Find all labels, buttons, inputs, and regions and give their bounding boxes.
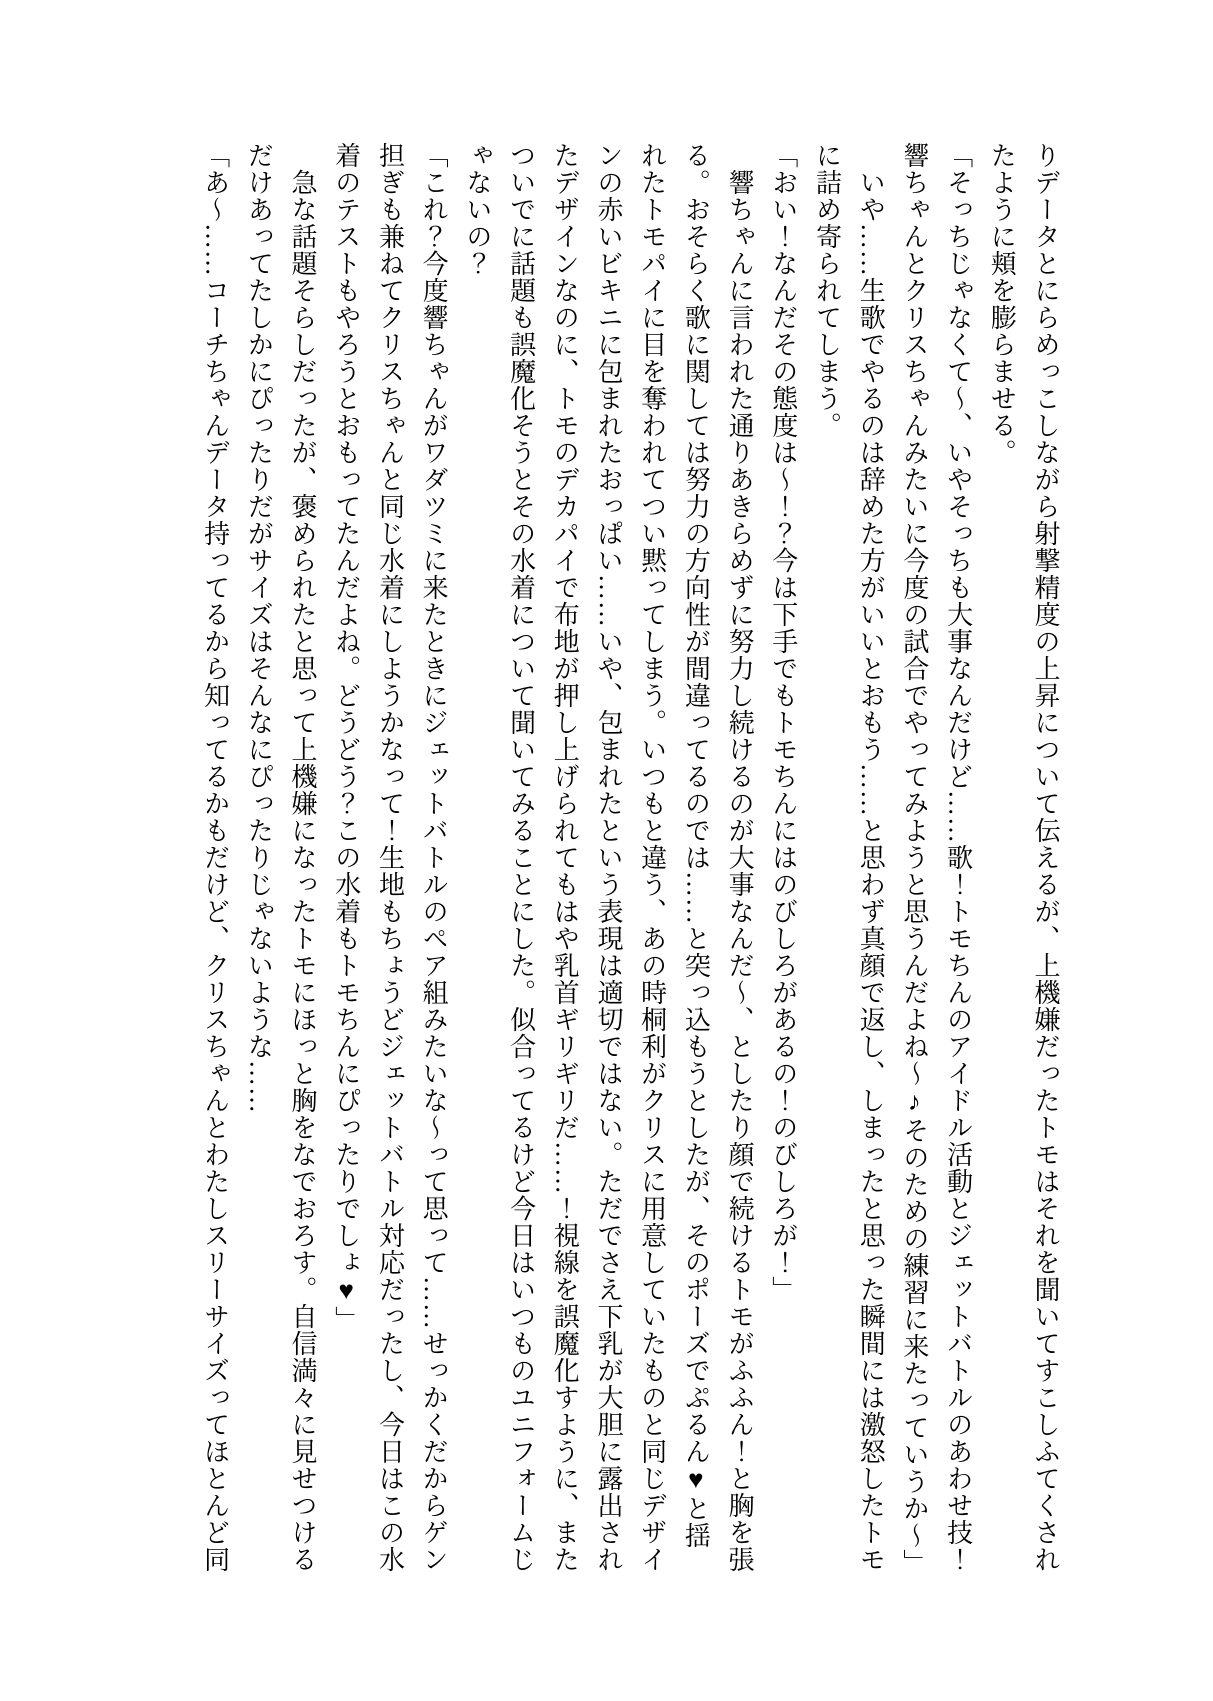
page-text — [193, 142, 1067, 1576]
paragraph: 「そっちじゃなくて～、いやそっちも大事なんだけど……歌！トモちんのアイドル活動とジェットバトルのあわせ技！響ちゃんとクリスちゃんみたいに今度の試合でやってみようと思うんだよね～♪そのための練習に来たっていうか～」 — [899, 142, 973, 1576]
paragraph: 「あ～……コーチちゃんデータ持ってるから知ってるかもだけど、クリスちゃんとわたしスリーサイズってほとんど同 — [200, 142, 230, 1573]
paragraph: りデータとにらめっこしながら射撃精度の上昇について伝えるが、上機嫌だったトモはそれを聞いてすこしふてくされたように頬を膨らませる。 — [987, 142, 1060, 1573]
paragraph: 響ちゃんに言われた通りあきらめずに努力し続けるのが大事なんだ～、としたり顔で続けるトモがふふん！と胸を張る。おそらく歌に関しては努力の方向性が間違ってるのでは……と突っ込もうとしたが、そのポーズでぷるん♥と揺れたトモパイに目を奪われてつい黙ってしまう。いつもと違う、あの時桐利がクリスに用意していたものと同じデザインの赤いビキニに包まれたおっぱい……いや、包まれたという表現は適切ではない。ただでさえ下乳が大胆に露出されたデザインなのに、トモのデカパイで布地が押し上げられてもはや乳首ギリギリだ……！視線を誤魔化すように、またついでに話題も誤魔化そうとその水着について聞いてみることにした。似合ってるけど今日はいつものユニフォームじゃないの？ — [462, 142, 755, 1573]
paragraph: 「おい！なんだその態度は～！？今は下手でもトモちんにはのびしろがあるの！のびしろが！」 — [768, 142, 798, 1303]
paragraph: 急な話題そらしだったが、褒められたと思って上機嫌になったトモにほっと胸をなでおろす。自信満々に見せつけるだけあってたしかにぴったりだがサイズはそんなにぴったりじゃないような…… — [244, 142, 318, 1573]
paragraph: いや……生歌でやるのは辞めた方がいいとおもう……と思わず真顔で返し、しまったと思った瞬間には激怒したトモに詰め寄られてしまう。 — [812, 142, 886, 1573]
paragraph: 「これ？今度響ちゃんがワダツミに来たときにジェットバトルのペア組みたいな～って思って……せっかくだからゲン担ぎも兼ねてクリスちゃんと同じ水着にしようかなって！生地もちょうどジェットバトル対応だったし、今日はこの水着のテストもやろうとおもってたんだよね。どうどう？この水着もトモちんにぴったりでしょ♥」 — [331, 142, 449, 1573]
